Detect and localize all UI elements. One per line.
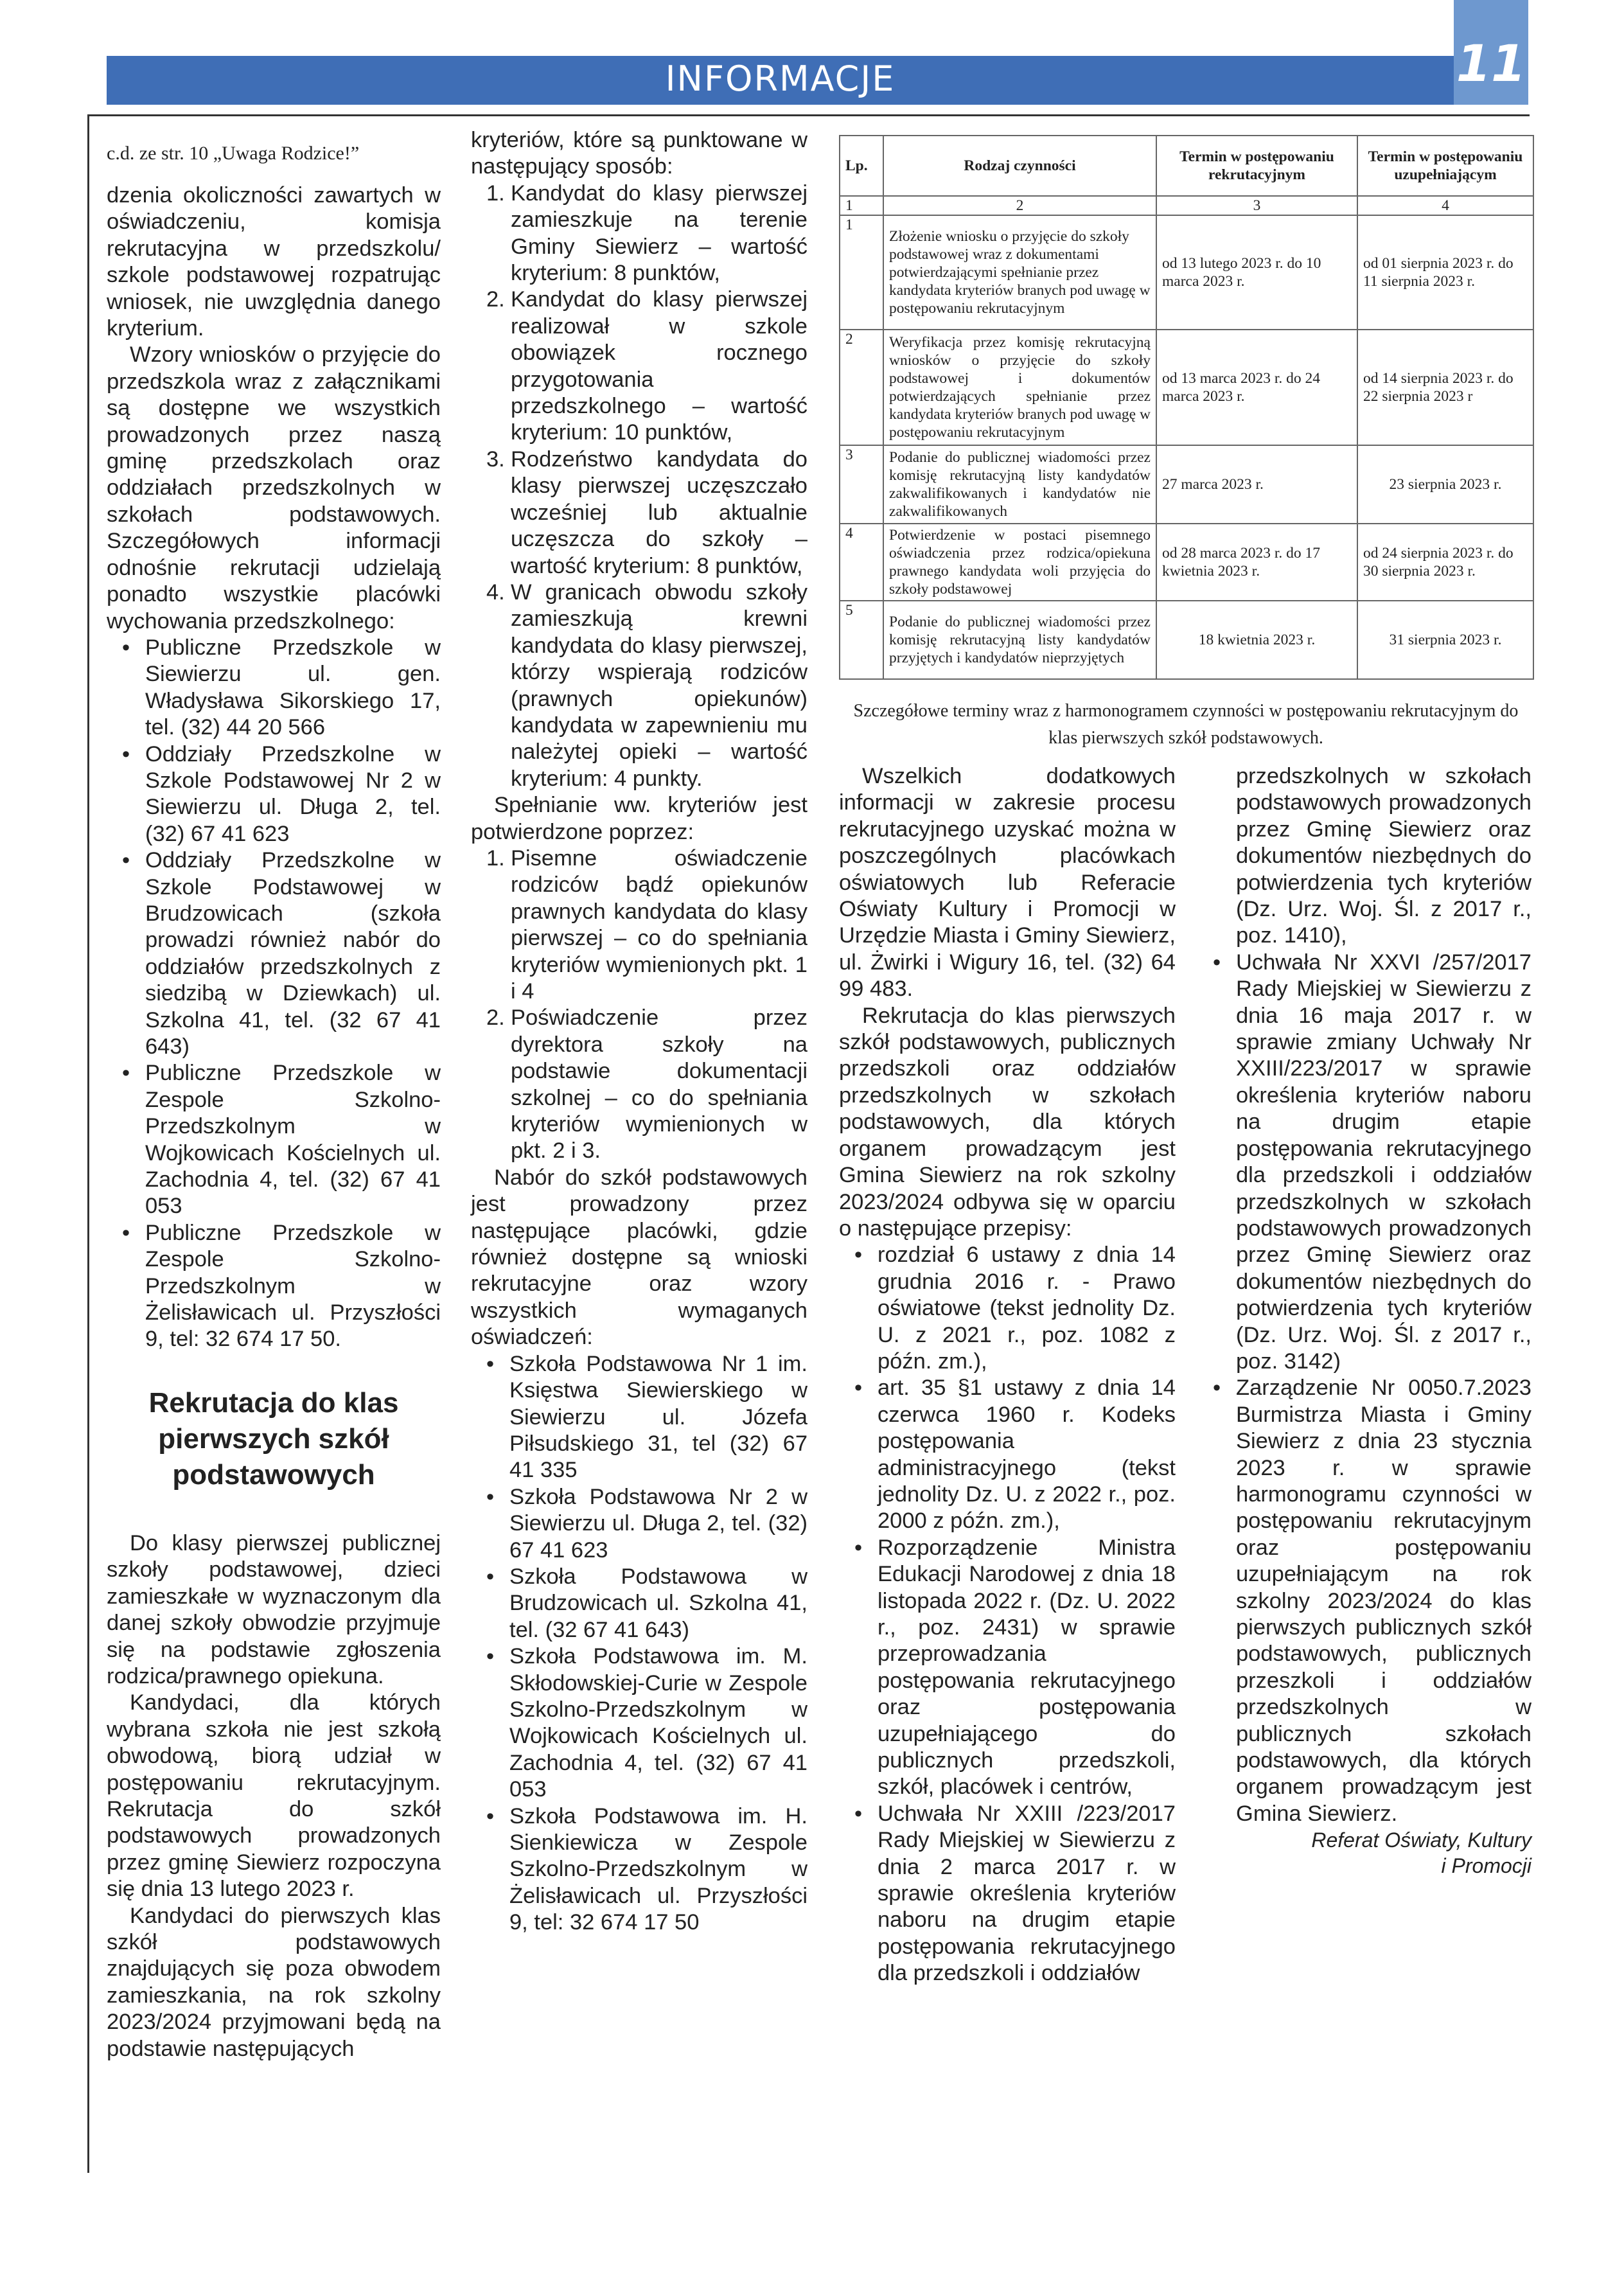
list-item: • art. 35 §1 ustawy z dnia 14 czerwca 1960 r. Kodeks postępowania administracyjnego (tekst jednolity Dz. U. z 2022 r., poz. 2000 z późn. zm.), [839, 1375, 1176, 1534]
table-caption: Szczegółowe terminy wraz z harmonogramem czynności w postępowaniu rekrutacyjnym do klas pierwszych szkół podstawowych. [853, 701, 1519, 748]
column-header: Termin w postępowaniu uzupełniającym [1357, 136, 1533, 196]
paragraph: Wzory wniosków o przyjęcie do przedszkola wraz z załącznikami są dostępne we wszystkich prowadzonych przez naszą gminę przedszkolach oraz oddziałach przedszkolnych w szkołach podstawowych. Szczegółowych informacji odnośnie rekrutacji udzielają ponadto wszystkie placówki wychowania przedszkolnego: [107, 342, 441, 633]
table-cell: 1 [840, 215, 883, 330]
list-item: • Publiczne Przedszkole w Siewierzu ul. gen. Władysława Sikorskiego 17, tel. (32) 44 20 566 [107, 635, 441, 741]
table-row [840, 601, 1533, 679]
list-item: 1. Pisemne oświadczenie rodziców bądź opiekunów prawnych kandydata do klasy pierwszej – co do spełniania kryteriów wymienionych pkt. 1 i 4 [486, 845, 808, 1004]
table-cell: 3 [840, 445, 883, 524]
table-cell: od 28 marca 2023 r. do 17 kwietnia 2023 r. [1156, 524, 1357, 601]
table-cell: 27 marca 2023 r. [1156, 445, 1357, 524]
criteria-list [471, 181, 808, 792]
continuation-note: c.d. ze str. 10 „Uwaga Rodzice!” [107, 143, 360, 164]
list-item: • Uchwała Nr XXIII /223/2017 Rady Miejskiej w Siewierzu z dnia 2 marca 2017 r. w sprawie określenia kryteriów naboru na drugim etapie postępowania rekrutacyjnego dla przedszkoli i oddziałów [839, 1801, 1176, 1987]
section-title: INFORMACJE [665, 58, 896, 99]
table-cell: od 14 sierpnia 2023 r. do 22 sierpnia 2023 r [1357, 330, 1533, 445]
column-3 [839, 763, 1176, 1987]
list-item: 4. W granicach obwodu szkoły zamieszkują krewni kandydata do klasy pierwszej, którzy wspierają rodziców (prawnych opiekunów) kandydata w zapewnieniu mu należytej opieki – wartość kryterium: 4 punkty. [486, 580, 808, 791]
list-item: • Publiczne Przedszkole w Zespole Szkolno-Przedszkolnym w Żelisławicach ul. Przyszłości 9, tel: 32 674 17 50. [107, 1220, 441, 1353]
signature: Referat Oświaty, Kultury [1311, 1828, 1531, 1852]
list-item: • Zarządzenie Nr 0050.7.2023 Burmistrza Miasta i Gminy Siewierz z dnia 23 stycznia 2023 r. w sprawie harmonogramu czynności w postępowaniu rekrutacyjnym oraz postępowaniu uzupełniającym na rok szkolny 2023/2024 do klas pierwszych publicznych szkół podstawowych, publicznych przeszkoli i oddziałów przedszkolnych w publicznych szkołach podstawowych, dla których organem prowadzącym jest Gmina Siewierz. [1197, 1375, 1531, 1827]
table-cell: od 13 marca 2023 r. do 24 marca 2023 r. [1156, 330, 1357, 445]
table-cell: 23 sierpnia 2023 r. [1357, 445, 1533, 524]
table-cell: 2 [840, 330, 883, 445]
paragraph: Do klasy pierwszej publicznej szkoły podstawowej, dzieci zamieszkałe w wyznaczonym dla danej szkoły obwodzie przyjmuje się na podstawie zgłoszenia rodzica/prawnego opiekuna. [107, 1530, 441, 1688]
list-item: • Publiczne Przedszkole w Zespole Szkolno-Przedszkolnym w Wojkowicach Kościelnych ul. Zachodnia 4, tel. (32) 67 41 053 [107, 1060, 441, 1219]
list-item: • Szkoła Podstawowa im. H. Sienkiewicza w Zespole Szkolno-Przedszkolnym w Żelisławicach ul. Przyszłości 9, tel: 32 674 17 50 [471, 1803, 808, 1936]
column-header: Rodzaj czynności [883, 136, 1156, 196]
column-1 [107, 132, 441, 2062]
list-item: • Uchwała Nr XXVI /257/2017 Rady Miejskiej w Siewierzu z dnia 16 maja 2017 r. w sprawie zmiany Uchwały Nr XXIII/223/2017 w sprawie określenia kryteriów naboru na drugim etapie postępowania rekrutacyjnego dla przedszkoli i oddziałów przedszkolnych w szkołach podstawowych prowadzonych przez Gminę Siewierz oraz dokumentów niezbędnych do potwierdzenia tych kryteriów (Dz. Urz. Woj. Śl. z 2017 r., poz. 3142) [1197, 950, 1531, 1376]
table-row [840, 330, 1533, 445]
school-list [471, 1351, 808, 1936]
header-bar [107, 56, 1454, 105]
table-cell: 4 [840, 524, 883, 601]
schedule-table [839, 135, 1534, 680]
column-rule [87, 114, 89, 2173]
column-header: Lp. [840, 136, 883, 196]
paragraph: kryteriów, które są punktowane w następujący sposób: [471, 128, 808, 179]
paragraph: Kandydaci, dla których wybrana szkoła nie jest szkołą obwodową, biorą udział w postępowaniu rekrutacyjnym. Rekrutacja do szkół podstawowych prowadzonych przez gminę Siewierz rozpoczyna się dnia 13 lutego 2023 r. [107, 1690, 441, 1902]
table-cell: 5 [840, 601, 883, 679]
paragraph: przedszkolnych w szkołach podstawowych prowadzonych przez Gminę Siewierz oraz dokumentów niezbędnych do potwierdzenia tych kryteriów (Dz. Urz. Woj. Śl. z 2017 r., poz. 1410), [1236, 764, 1531, 948]
list-item: 1. Kandydat do klasy pierwszej zamieszkuje na terenie Gminy Siewierz – wartość kryterium: 8 punktów, [486, 181, 808, 286]
page-number: 11 [1454, 0, 1528, 105]
law-list [839, 1242, 1176, 1987]
table-cell: 4 [1357, 196, 1533, 215]
paragraph: Rekrutacja do klas pierwszych szkół podstawowych, publicznych przedszkoli oraz oddziałów przedszkolnych w szkołach podstawowych, dla których organem prowadzącym jest Gmina Siewierz na rok szkolny 2023/2024 odbywa się w oparciu o następujące przepisy: [839, 1003, 1176, 1241]
top-rule [87, 114, 1530, 116]
table-cell: od 13 lutego 2023 r. do 10 marca 2023 r. [1156, 215, 1357, 330]
paragraph: Wszelkich dodatkowych informacji w zakresie procesu rekrutacyjnego uzyskać można w poszczególnych placówkach oświatowych lub Referacie Oświaty Kultury i Promocji w Urzędzie Miasta i Gminy Siewierz, ul. Żwirki i Wigury 16, tel. (32) 64 99 483. [839, 764, 1176, 1002]
table-cell: Weryfikacja przez komisję rekrutacyjną wniosków o przyjęcie do szkoły podstawowej i dokumentów potwierdzających spełnianie przez kandydata kryteriów branych pod uwagę w postępowaniu rekrutacyjnym [883, 330, 1156, 445]
table-cell: 2 [883, 196, 1156, 215]
list-item: • Szkoła Podstawowa im. M. Skłodowskiej-Curie w Zespole Szkolno-Przedszkolnym w Wojkowicach Kościelnych ul. Zachodnia 4, tel. (32) 67 41 053 [471, 1643, 808, 1803]
table-cell: Potwierdzenie w postaci pisemnego oświadczenia przez rodzica/opiekuna prawnego kandydata woli przyjęcia do szkoły podstawowej [883, 524, 1156, 601]
list-item: 3. Rodzeństwo kandydata do klasy pierwszej uczęszczało wcześniej lub aktualnie uczęszcza do szkoły – wartość kryterium: 8 punktów, [486, 447, 808, 578]
column-4 [1197, 763, 1531, 1879]
table-cell: Złożenie wniosku o przyjęcie do szkoły podstawowej wraz z dokumentami potwierdzającymi spełnianie przez kandydata kryteriów branych pod uwagę w postępowaniu rekrutacyjnym [883, 215, 1156, 330]
paragraph: Spełnianie ww. kryteriów jest potwierdzone poprzez: [471, 793, 808, 844]
column-header: Termin w postępowaniu rekrutacyjnym [1156, 136, 1357, 196]
signature: i Promocji [1441, 1854, 1531, 1878]
paragraph: Kandydaci do pierwszych klas szkół podstawowych znajdujących się poza obwodem zamieszkania, na rok szkolny 2023/2024 przyjmowani będą na podstawie następujących [107, 1903, 441, 2061]
list-item: • Szkoła Podstawowa Nr 1 im. Księstwa Siewierskiego w Siewierzu ul. Józefa Piłsudskiego 31, tel (32) 67 41 335 [471, 1351, 808, 1484]
table-cell: 31 sierpnia 2023 r. [1357, 601, 1533, 679]
confirmation-list [471, 845, 808, 1165]
table-cell: od 01 sierpnia 2023 r. do 11 sierpnia 2023 r. [1357, 215, 1533, 330]
law-list [1197, 950, 1531, 1827]
table-number-row [840, 196, 1533, 215]
section-heading: Rekrutacja do klas pierwszych szkół podstawowych [148, 1386, 399, 1491]
table-cell: Podanie do publicznej wiadomości przez komisję rekrutacyjną listy kandydatów przyjętych i kandydatów nieprzyjętych [883, 601, 1156, 679]
table-cell: 18 kwietnia 2023 r. [1156, 601, 1357, 679]
list-item: • Oddziały Przedszkolne w Szkole Podstawowej Nr 2 w Siewierzu ul. Długa 2, tel. (32) 67 41 623 [107, 741, 441, 848]
list-item: • Szkoła Podstawowa Nr 2 w Siewierzu ul. Długa 2, tel. (32) 67 41 623 [471, 1484, 808, 1564]
list-item: 2. Poświadczenie przez dyrektora szkoły na podstawie dokumentacji szkolnej – co do spełniania kryteriów wymienionych w pkt. 2 i 3. [486, 1005, 808, 1164]
table-cell: Podanie do publicznej wiadomości przez komisję rekrutacyjną listy kandydatów zakwalifikowanych i kandydatów nie zakwalifikowanych [883, 445, 1156, 524]
list-item: • Rozporządzenie Ministra Edukacji Narodowej z dnia 18 listopada 2022 r. (Dz. U. 2022 r., poz. 2431) w sprawie przeprowadzania postępowania rekrutacyjnego oraz postępowania uzupełniającego do publicznych przedszkoli, szkół, placówek i centrów, [839, 1535, 1176, 1801]
list-item: • rozdział 6 ustawy z dnia 14 grudnia 2016 r. - Prawo oświatowe (tekst jednolity Dz. U. z 2021 r., poz. 1082 z późn. zm.), [839, 1242, 1176, 1375]
list-item: 2. Kandydat do klasy pierwszej realizował w szkole obowiązek rocznego przygotowania przedszkolnego – wartość kryterium: 10 punktów, [486, 287, 808, 445]
paragraph: Nabór do szkół podstawowych jest prowadzony przez następujące placówki, gdzie również dostępne są wnioski rekrutacyjne oraz wzory wszystkich wymaganych oświadczeń: [471, 1165, 808, 1350]
table-cell: 1 [840, 196, 883, 215]
table-header-row [840, 136, 1533, 196]
table-cell: 3 [1156, 196, 1357, 215]
list-item: • Szkoła Podstawowa w Brudzowicach ul. Szkolna 41, tel. (32 67 41 643) [471, 1564, 808, 1643]
list-item: • Oddziały Przedszkolne w Szkole Podstawowej w Brudzowicach (szkoła prowadzi również nabór do oddziałów przedszkolnych z siedzibą w Dziewkach) ul. Szkolna 41, tel. (32 67 41 643) [107, 847, 441, 1060]
table-row [840, 445, 1533, 524]
table-row [840, 524, 1533, 601]
table-row [840, 215, 1533, 330]
paragraph: dzenia okoliczności zawartych w oświadczeniu, komisja rekrutacyjna w przedszkolu/ szkole podstawowej rozpatrując wniosek, nie uwzględnia danego kryterium. [107, 183, 441, 341]
preschool-list [107, 635, 441, 1353]
table-cell: od 24 sierpnia 2023 r. do 30 sierpnia 2023 r. [1357, 524, 1533, 601]
column-2 [471, 127, 808, 1936]
